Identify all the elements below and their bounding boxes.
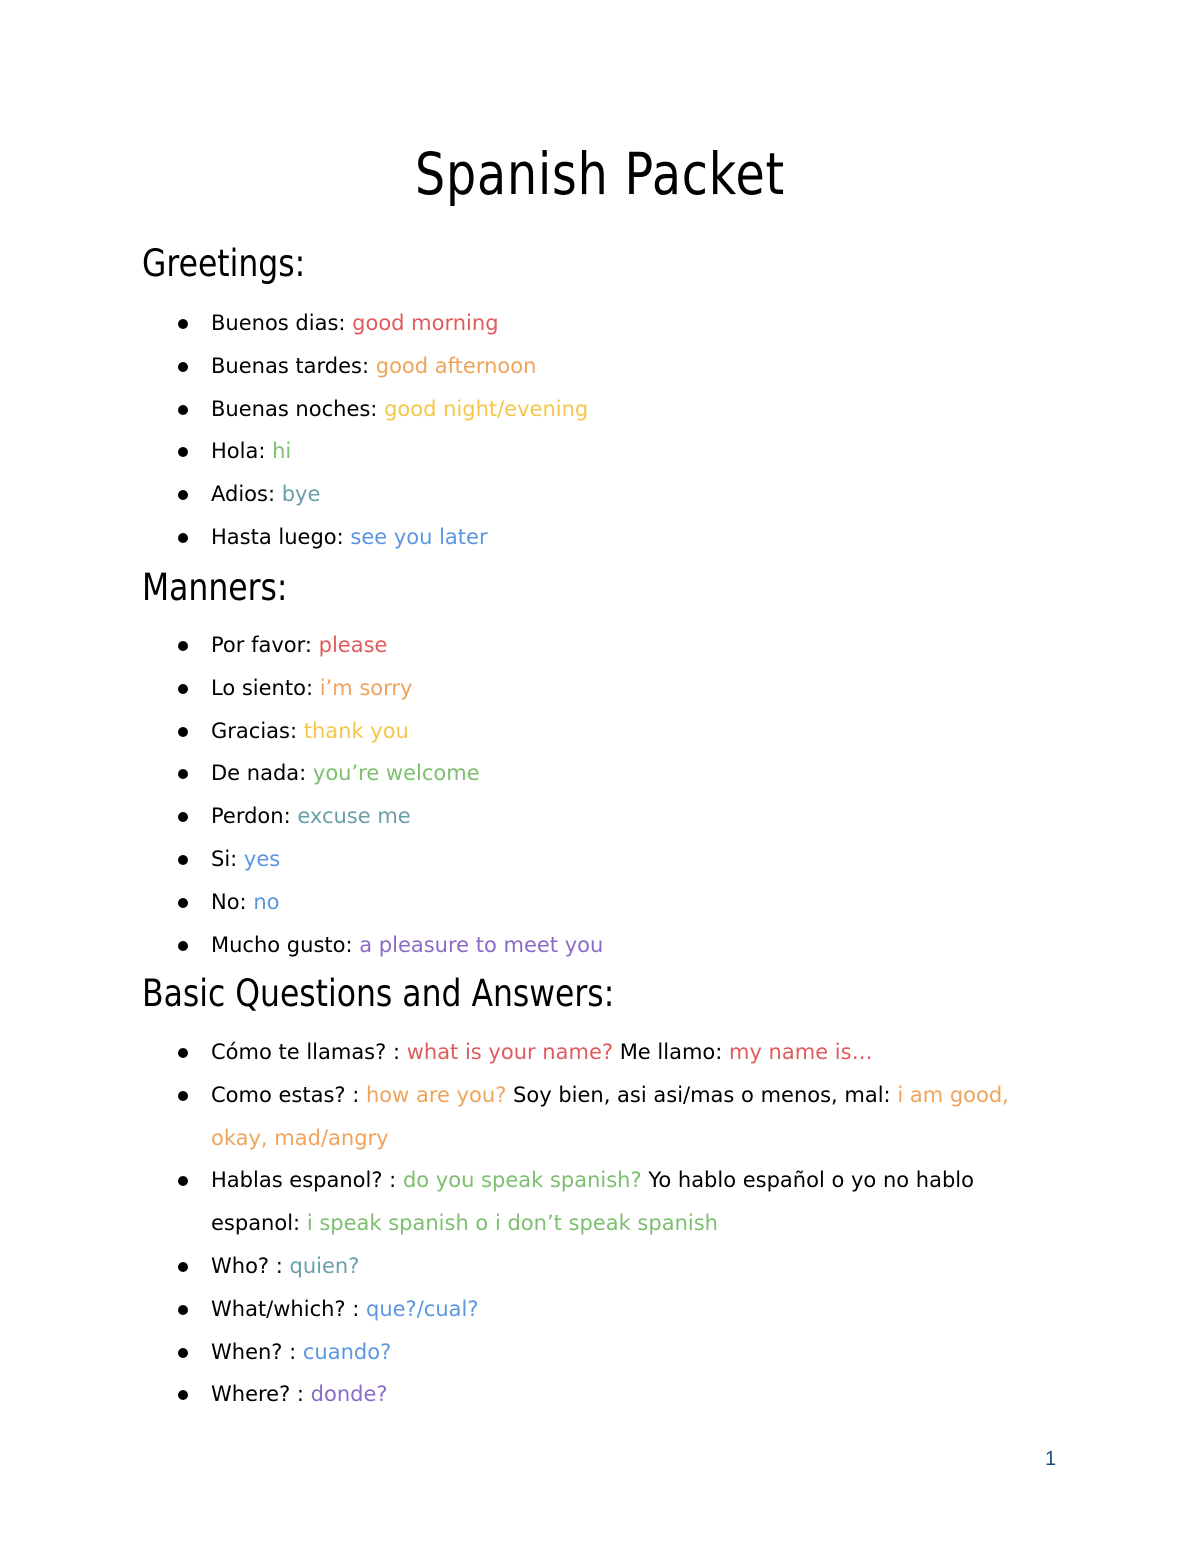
term: Hasta luego: [211, 524, 351, 549]
bullet-icon [178, 447, 188, 457]
term: No: [211, 889, 254, 914]
term: De nada: [211, 761, 313, 786]
list-item [0, 302, 1011, 345]
questions-list [0, 1031, 1011, 1416]
bullet-icon [178, 1390, 188, 1400]
translation: bye [281, 482, 321, 507]
term: Mucho gusto: [211, 932, 360, 957]
bullet-icon [178, 855, 188, 865]
bullet-icon [178, 319, 188, 329]
bullet-icon [178, 812, 188, 822]
list-item [0, 1331, 1011, 1374]
bullet-icon [178, 941, 188, 951]
term: Perdon: [211, 804, 298, 829]
question-translation: how are you? [365, 1082, 507, 1107]
list-item [0, 1373, 1011, 1416]
bullet-icon [178, 769, 188, 779]
translation: you’re welcome [312, 761, 480, 786]
translation: hi [272, 439, 292, 464]
translation: good morning [352, 311, 499, 335]
question-translation: donde? [310, 1382, 388, 1407]
term: Lo siento: [211, 675, 320, 700]
list-item [0, 752, 1011, 795]
question: Who? : [211, 1253, 290, 1278]
bullet-icon [178, 362, 188, 372]
bullet-icon [178, 1048, 188, 1058]
question: Cómo te llamas? : [211, 1040, 407, 1064]
list-item [0, 710, 1011, 753]
translation: a pleasure to meet you [359, 932, 604, 957]
bullet-icon [178, 898, 188, 908]
translation: please [318, 633, 388, 657]
term: Buenas tardes: [211, 353, 376, 378]
term: Buenas noches: [211, 396, 385, 421]
questions-heading: Basic Questions and Answers: [142, 972, 615, 1015]
answer: Soy bien, asi asi/mas o menos, mal: [506, 1082, 898, 1107]
translation: good afternoon [375, 353, 537, 378]
bullet-icon [178, 490, 188, 500]
question: What/which? : [211, 1296, 366, 1321]
answer: Me llamo: [613, 1040, 729, 1064]
list-item [0, 388, 1011, 431]
question-translation: que?/cual? [366, 1296, 479, 1321]
answer: Yo hablo español o yo no hablo espanol: [211, 1168, 974, 1236]
question: Hablas espanol? : [211, 1168, 403, 1193]
list-item [0, 516, 1011, 559]
bullet-icon [178, 641, 188, 651]
term: Adios: [211, 482, 282, 507]
list-item [0, 924, 1011, 967]
term: Buenos dias: [211, 311, 353, 335]
question-translation: do you speak spanish? [402, 1168, 642, 1193]
bullet-icon [178, 1348, 188, 1358]
list-item [0, 667, 1011, 710]
question: Como estas? : [211, 1082, 366, 1107]
translation: i’m sorry [319, 675, 413, 700]
list-item [0, 1159, 1011, 1245]
translation: excuse me [297, 804, 411, 829]
term: Gracias: [211, 718, 304, 743]
term: Si: [211, 846, 244, 871]
list-item [0, 1074, 1011, 1160]
bullet-icon [178, 405, 188, 415]
term: Hola: [211, 439, 273, 464]
bullet-icon [178, 533, 188, 543]
answer-translation: i speak spanish o i don’t speak spanish [306, 1211, 718, 1236]
bullet-icon [178, 1262, 188, 1272]
answer-translation: my name is… [729, 1040, 873, 1064]
question-translation: cuando? [302, 1339, 392, 1364]
term: Por favor: [211, 633, 319, 657]
manners-heading: Manners: [142, 566, 288, 609]
list-item [0, 795, 1011, 838]
list-item [0, 881, 1011, 924]
page-title: Spanish Packet [415, 140, 785, 208]
question-translation: quien? [289, 1253, 360, 1278]
greetings-heading: Greetings: [142, 242, 306, 285]
list-item [0, 345, 1011, 388]
list-item [0, 838, 1011, 881]
list-item [0, 473, 1011, 516]
list-item [0, 1288, 1011, 1331]
list-item [0, 430, 1011, 473]
list-item [0, 1031, 1011, 1074]
question: Where? : [211, 1382, 311, 1407]
bullet-icon [178, 684, 188, 694]
greetings-list [0, 302, 1011, 559]
translation: see you later [350, 524, 488, 549]
page-number: 1 [1045, 1448, 1057, 1470]
list-item [0, 624, 1011, 667]
bullet-icon [178, 1305, 188, 1315]
bullet-icon [178, 1091, 188, 1101]
question-translation: what is your name? [406, 1040, 614, 1064]
manners-list [0, 624, 1011, 966]
bullet-icon [178, 727, 188, 737]
bullet-icon [178, 1176, 188, 1186]
translation: thank you [303, 718, 409, 743]
list-item [0, 1245, 1011, 1288]
translation: no [253, 889, 280, 914]
question: When? : [211, 1339, 303, 1364]
translation: good night/evening [384, 396, 589, 421]
translation: yes [243, 846, 281, 871]
answer-translation: i am good, okay, mad/angry [211, 1082, 1009, 1150]
